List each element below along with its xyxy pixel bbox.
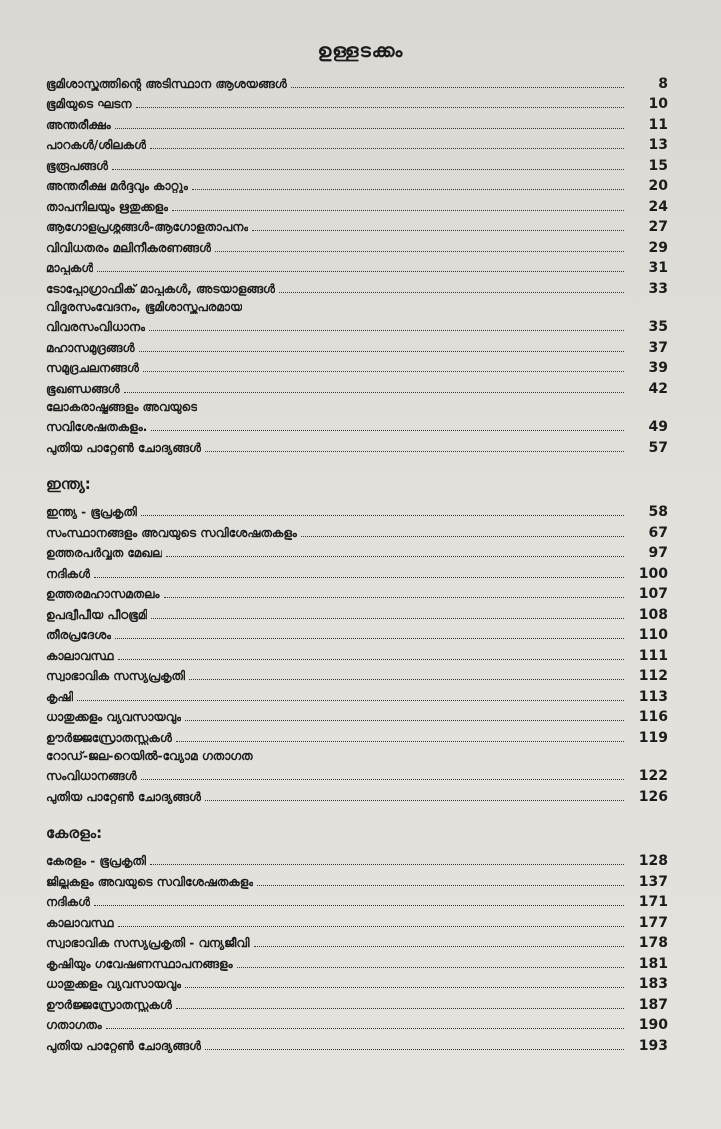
dot-leader — [166, 556, 624, 557]
toc-entry-page: 42 — [648, 380, 668, 397]
toc-entry[interactable] — [46, 848, 668, 869]
section-heading: കേരളം: — [46, 823, 103, 842]
toc-entry[interactable] — [46, 375, 668, 396]
dot-leader — [115, 128, 624, 129]
toc-entry-title: ഭൂമിശാസ്ത്രത്തിന്റെ അടിസ്ഥാന ആശയങ്ങൾ — [46, 76, 287, 91]
toc-entry-title: ഉത്തരപർവ്വത മേഖല — [46, 546, 163, 560]
toc-entry-title: വിവിധതരം മലിനീകരണങ്ങൾ — [46, 240, 212, 255]
dot-leader — [205, 800, 624, 801]
toc-entry-title: ആഗോളപ്രശ്നങ്ങൾ-ആഗോളതാപനം — [46, 220, 249, 234]
toc-entry[interactable] — [46, 519, 668, 540]
toc-entry-title: ധാതുക്കളും വ്യവസായവും — [46, 710, 182, 724]
toc-entry-title: പുതിയ പാറ്റേൺ ചോദ്യങ്ങൾ — [46, 440, 202, 455]
toc-entry-page: 107 — [638, 586, 668, 602]
toc-entry[interactable] — [46, 909, 668, 930]
toc-entry[interactable] — [46, 540, 668, 561]
toc-entry-title: നദികൾ — [46, 566, 91, 581]
toc-entry[interactable] — [46, 622, 668, 643]
toc-entry[interactable] — [46, 314, 668, 335]
toc-entry[interactable] — [46, 601, 668, 622]
dot-leader — [77, 700, 624, 701]
toc-entry[interactable] — [46, 971, 668, 992]
toc-entry-title: കേരളം - ഭൂപ്രകൃതി — [46, 854, 146, 868]
toc-entry-title: നദികൾ — [46, 895, 91, 909]
toc-entry-page: 57 — [648, 439, 668, 456]
toc-entry-page: 15 — [648, 157, 668, 174]
toc-entry-page: 58 — [648, 504, 668, 520]
toc-entry-page: 31 — [648, 260, 668, 276]
toc-entry-title: ഉത്തരമഹാസമതലം — [46, 587, 160, 601]
toc-entry[interactable] — [46, 355, 668, 376]
toc-entry-title: കാലാവസ്ഥ — [46, 648, 114, 663]
toc-entry-page: 33 — [648, 280, 668, 297]
toc-entry[interactable] — [46, 991, 668, 1012]
toc-entry-page: 126 — [638, 788, 668, 805]
toc-entry[interactable] — [46, 275, 668, 296]
toc-entry-page: 24 — [648, 198, 668, 215]
dot-leader — [215, 251, 624, 252]
dot-leader — [118, 926, 624, 927]
toc-entry-title: കൃഷിയും ഗവേഷണസ്ഥാപനങ്ങളും — [46, 956, 233, 971]
toc-entry-title: സംസ്ഥാനങ്ങളും അവയുടെ സവിശേഷതകളും — [46, 525, 297, 540]
toc-entry-page: 108 — [638, 606, 668, 623]
toc-entry-page: 10 — [648, 96, 668, 112]
dot-leader — [254, 946, 624, 947]
toc-entry[interactable] — [46, 152, 668, 173]
toc-entry[interactable] — [46, 173, 668, 194]
dot-leader — [172, 210, 624, 211]
toc-entry[interactable] — [46, 560, 668, 581]
dot-leader — [94, 905, 624, 906]
dot-leader — [118, 659, 624, 660]
toc-entry-page: 190 — [638, 1017, 668, 1033]
toc-entry[interactable] — [46, 334, 668, 355]
toc-entry[interactable] — [46, 396, 668, 414]
toc-entry-page: 116 — [638, 709, 668, 725]
dot-leader — [164, 597, 624, 598]
dot-leader — [149, 330, 624, 331]
toc-entry-page: 35 — [648, 319, 668, 335]
toc-entry-page: 27 — [648, 219, 668, 235]
dot-leader — [185, 720, 624, 721]
toc-entry-title: വിവരസംവിധാനം — [46, 320, 146, 334]
toc-entry[interactable] — [46, 930, 668, 951]
toc-entry-title: മാപ്പുകൾ — [46, 261, 94, 275]
toc-entry-page: 13 — [648, 137, 668, 153]
table-of-contents — [46, 70, 668, 1053]
dot-leader — [97, 271, 624, 272]
toc-entry-page: 112 — [638, 668, 668, 684]
toc-entry[interactable] — [46, 234, 668, 255]
toc-entry[interactable] — [46, 763, 668, 784]
toc-entry[interactable] — [46, 1012, 668, 1033]
toc-entry-title: സ്വാഭാവിക സസ്യപ്രകൃതി — [46, 669, 186, 683]
toc-entry-title: ജില്ലകളും അവയുടെ സവിശേഷതകളും — [46, 874, 254, 889]
toc-entry-page: 177 — [638, 914, 668, 931]
toc-entry-title: ഗതാഗതം — [46, 1018, 102, 1032]
toc-entry-page: 100 — [638, 565, 668, 582]
toc-entry[interactable] — [46, 193, 668, 214]
toc-entry-page: 110 — [638, 627, 668, 643]
toc-entry-page: 11 — [648, 116, 668, 133]
section-gap — [46, 804, 668, 814]
toc-entry[interactable] — [46, 91, 668, 112]
dot-leader — [139, 351, 624, 352]
toc-entry[interactable] — [46, 1032, 668, 1053]
toc-entry-title: മഹാസമുദ്രങ്ങൾ — [46, 340, 135, 355]
dot-leader — [94, 577, 624, 578]
toc-entry-title: പാറകൾ/ശിലകൾ — [46, 138, 147, 152]
toc-entry-title: ഊർജ്ജസ്രോതസ്സുകൾ — [46, 997, 172, 1012]
dot-leader — [185, 987, 624, 988]
toc-entry[interactable] — [46, 581, 668, 602]
toc-entry-page: 29 — [648, 239, 668, 256]
toc-entry-page: 128 — [638, 853, 668, 869]
toc-entry-page: 187 — [638, 996, 668, 1013]
dot-leader — [176, 1008, 624, 1009]
toc-entry-page: 137 — [638, 873, 668, 890]
toc-entry-title: വിദൂരസംവേദനം, ഭൂമിശാസ്ത്രപരമായ — [46, 299, 243, 314]
dot-leader — [141, 515, 624, 516]
dot-leader — [176, 741, 624, 742]
toc-entry-title: കൃഷി — [46, 689, 74, 704]
toc-entry-page: 113 — [638, 688, 668, 705]
toc-entry-page: 122 — [638, 768, 668, 784]
dot-leader — [150, 864, 624, 865]
toc-entry[interactable] — [46, 296, 668, 314]
toc-entry[interactable] — [46, 414, 668, 435]
toc-entry-page: 37 — [648, 339, 668, 356]
dot-leader — [150, 148, 624, 149]
dot-leader — [252, 230, 624, 231]
dot-leader — [106, 1028, 624, 1029]
toc-entry-page: 181 — [638, 955, 668, 972]
page-title: ഉള്ളടക്കം — [317, 40, 404, 62]
toc-entry-title: അന്തരീക്ഷം — [46, 117, 111, 132]
toc-entry-title: ഭൂമിയുടെ ഘടന — [46, 97, 132, 111]
dot-leader — [291, 87, 624, 88]
toc-entry[interactable] — [46, 499, 668, 520]
toc-entry-title: അന്തരീക്ഷ മർദ്ദവും കാറ്റും — [46, 179, 189, 193]
toc-entry-page: 20 — [648, 178, 668, 194]
toc-entry-page: 39 — [648, 360, 668, 376]
dot-leader — [141, 779, 624, 780]
toc-entry[interactable] — [46, 214, 668, 235]
section-heading: ഇന്ത്യ: — [46, 474, 91, 493]
toc-entry-title: ലോകരാഷ്ട്രങ്ങളും അവയുടെ — [46, 399, 198, 414]
dot-leader — [151, 430, 624, 431]
toc-entry-title: ഭൂരൂപങ്ങൾ — [46, 158, 109, 173]
dot-leader — [192, 189, 624, 190]
toc-entry-title: ധാതുക്കളും വ്യവസായവും — [46, 977, 182, 991]
toc-entry-title: സവിശേഷതകളും. — [46, 420, 148, 434]
dot-leader — [143, 371, 624, 372]
toc-entry-title: ഇന്ത്യ - ഭൂപ്രകൃതി — [46, 505, 137, 519]
toc-entry-page: 97 — [648, 545, 668, 561]
toc-entry[interactable] — [46, 132, 668, 153]
toc-entry-title: സ്വാഭാവിക സസ്യപ്രകൃതി - വന്യജീവി — [46, 936, 250, 950]
toc-entry-page: 8 — [658, 75, 668, 92]
toc-entry-title: സംവിധാനങ്ങൾ — [46, 769, 137, 783]
section-gap — [46, 455, 668, 465]
toc-entry[interactable] — [46, 950, 668, 971]
toc-entry-page: 111 — [638, 647, 668, 664]
dot-leader — [301, 536, 624, 537]
dot-leader — [115, 638, 624, 639]
toc-entry[interactable] — [46, 868, 668, 889]
toc-entry[interactable] — [46, 642, 668, 663]
dot-leader — [205, 451, 624, 452]
dot-leader — [189, 679, 624, 680]
toc-entry-title: പുതിയ പാറ്റേൺ ചോദ്യങ്ങൾ — [46, 1038, 202, 1053]
dot-leader — [151, 618, 624, 619]
toc-entry-page: 193 — [638, 1037, 668, 1054]
dot-leader — [237, 967, 624, 968]
toc-entry-page: 183 — [638, 976, 668, 992]
dot-leader — [257, 885, 624, 886]
toc-entry-title: താപനിലയും ഋതുക്കളും — [46, 199, 169, 214]
toc-entry[interactable] — [46, 704, 668, 725]
toc-entry[interactable] — [46, 434, 668, 455]
toc-entry[interactable] — [46, 663, 668, 684]
toc-entry-title: ഊർജ്ജസ്രോതസ്സുകൾ — [46, 730, 172, 745]
toc-entry-title: ടോപ്പോഗ്രാഫിക് മാപ്പുകൾ, അടയാളങ്ങൾ — [46, 281, 276, 296]
toc-entry-title: പുതിയ പാറ്റേൺ ചോദ്യങ്ങൾ — [46, 789, 202, 804]
toc-entry[interactable] — [46, 745, 668, 763]
toc-entry[interactable] — [46, 255, 668, 276]
toc-entry[interactable] — [46, 70, 668, 91]
dot-leader — [279, 292, 624, 293]
toc-entry[interactable] — [46, 724, 668, 745]
toc-entry[interactable] — [46, 889, 668, 910]
dot-leader — [205, 1049, 624, 1050]
toc-entry[interactable] — [46, 783, 668, 804]
toc-entry-title: തീരപ്രദേശം — [46, 628, 112, 642]
toc-entry-title: സമുദ്രചലനങ്ങൾ — [46, 361, 139, 375]
toc-entry-page: 178 — [638, 935, 668, 951]
toc-entry-title: ഉപദ്വീപീയ പീഠഭൂമി — [46, 607, 148, 622]
toc-entry[interactable] — [46, 111, 668, 132]
toc-entry-title: റോഡ്-ജല-റെയിൽ-വ്യോമ ഗതാഗത — [46, 748, 253, 763]
dot-leader — [112, 169, 624, 170]
toc-entry-title: ഭൂഖണ്ഡങ്ങൾ — [46, 381, 120, 396]
toc-entry-title: കാലാവസ്ഥ — [46, 915, 114, 930]
toc-entry-page: 49 — [648, 419, 668, 435]
toc-entry-page: 171 — [638, 894, 668, 910]
toc-entry[interactable] — [46, 683, 668, 704]
toc-entry-page: 119 — [638, 729, 668, 746]
dot-leader — [136, 107, 624, 108]
dot-leader — [124, 392, 624, 393]
toc-entry-page: 67 — [648, 524, 668, 541]
